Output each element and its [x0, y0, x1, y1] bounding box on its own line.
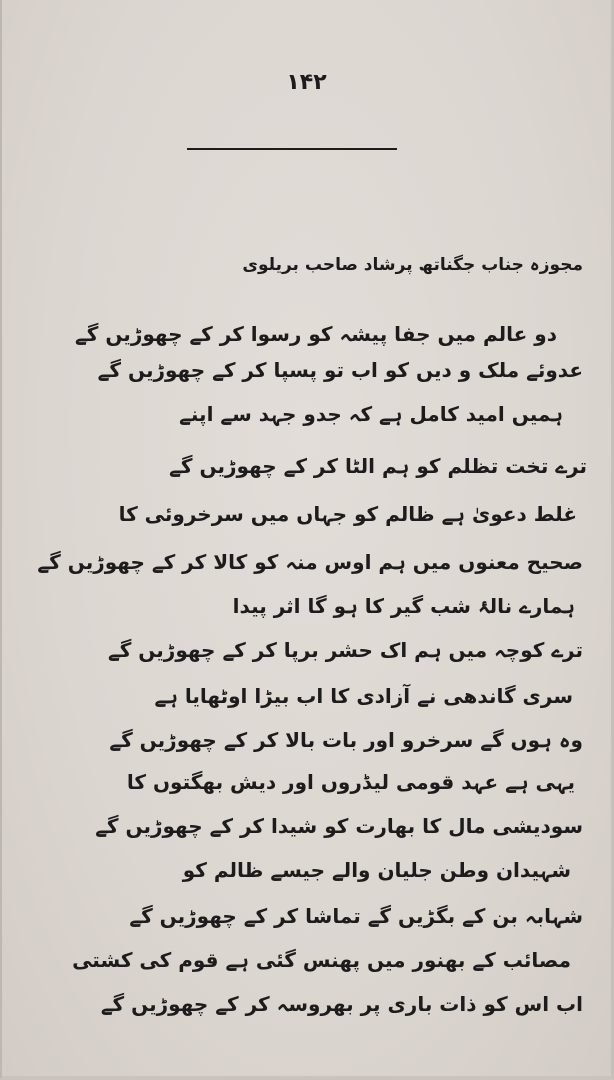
- poem-heading: مجوزہ جناب جگناتھ پرشاد صاحب بریلوی: [242, 255, 583, 275]
- page-number: ۱۴۲: [286, 70, 327, 95]
- verse-line: وہ ہوں گے سرخرو اور بات بالا کر کے چھوڑیں گے: [109, 728, 583, 752]
- verse-line: غلط دعویٰ ہے ظالم کو جہاں میں سرخروئی کا: [118, 502, 577, 526]
- header-rule: [187, 148, 397, 150]
- verse-line: سودیشی مال کا بھارت کو شیدا کر کے چھوڑیں گے: [95, 814, 583, 838]
- verse-line: ترے تخت تظلم کو ہم الٹا کر کے چھوڑیں گے: [169, 454, 587, 478]
- verse-line: اب اس کو ذات باری پر بھروسہ کر کے چھوڑیں گے: [100, 992, 583, 1016]
- verse-line: ترے کوچہ میں ہم اک حشر برپا کر کے چھوڑیں گے: [107, 638, 583, 662]
- verse-line: شہابہ بن کے بگڑیں گے تماشا کر کے چھوڑیں گے: [129, 904, 583, 928]
- verse-line: دو عالم میں جفا پیشہ کو رسوا کر کے چھوڑیں گے: [75, 322, 557, 346]
- verse-line: ہمارے نالۂ شب گیر کا ہو گا اثر پیدا: [232, 594, 575, 618]
- verse-line: ہمیں امید کامل ہے کہ جدو جہد سے اپنے: [179, 402, 563, 426]
- verse-line: شہیدان وطن جلیان والے جیسے ظالم کو: [182, 858, 571, 882]
- verse-line: صحیح معنوں میں ہم اوس منہ کو کالا کر کے چھوڑیں گے: [37, 550, 583, 574]
- verse-line: مصائب کے بھنور میں پھنس گئی ہے قوم کی کشتی: [72, 948, 571, 972]
- verse-line: یہی ہے عہد قومی لیڈروں اور دیش بھگتوں کا: [126, 770, 575, 794]
- verse-line: عدوئے ملک و دیں کو اب تو پسپا کر کے چھوڑیں گے: [97, 358, 583, 382]
- verse-line: سری گاندھی نے آزادی کا اب بیڑا اوٹھایا ہے: [154, 684, 573, 708]
